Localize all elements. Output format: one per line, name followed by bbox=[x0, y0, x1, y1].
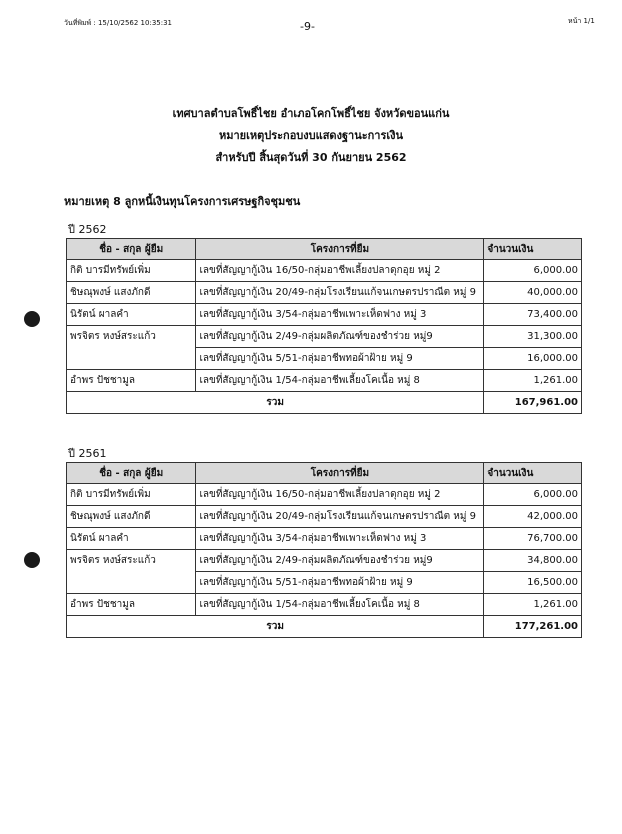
project-name: เลขที่สัญญากู้เงิน 2/49-กลุ่มผลิตภัณฑ์ของชำร่วย หมู่9 bbox=[196, 326, 484, 348]
col-header-name: ชื่อ - สกุล ผู้ยืม bbox=[67, 463, 196, 484]
year-label-2562: ปี 2562 bbox=[68, 223, 107, 236]
col-header-amount: จำนวนเงิน bbox=[484, 463, 582, 484]
year-label-2561: ปี 2561 bbox=[68, 447, 107, 460]
print-date: วันที่พิมพ์ : 15/10/2562 10:35:31 bbox=[64, 19, 172, 27]
amount: 34,800.00 bbox=[484, 550, 582, 572]
table-row bbox=[67, 282, 582, 304]
amount: 42,000.00 bbox=[484, 506, 582, 528]
amount: 16,000.00 bbox=[484, 348, 582, 370]
project-name: เลขที่สัญญากู้เงิน 2/49-กลุ่มผลิตภัณฑ์ของชำร่วย หมู่9 bbox=[196, 550, 484, 572]
col-header-name: ชื่อ - สกุล ผู้ยืม bbox=[67, 239, 196, 260]
table-row bbox=[67, 594, 582, 616]
project-name: เลขที่สัญญากู้เงิน 5/51-กลุ่มอาชีพทอผ้าฝ้าย หมู่ 9 bbox=[196, 572, 484, 594]
table-header-row bbox=[67, 463, 582, 484]
project-name: เลขที่สัญญากู้เงิน 3/54-กลุ่มอาชีพเพาะเห็ดฟาง หมู่ 3 bbox=[196, 304, 484, 326]
header-line-1: เทศบาลตำบลโพธิ์ไชย อำเภอโคกโพธิ์ไชย จังหวัดขอนแก่น bbox=[172, 107, 450, 120]
project-name: เลขที่สัญญากู้เงิน 5/51-กลุ่มอาชีพทอผ้าฝ้าย หมู่ 9 bbox=[196, 348, 484, 370]
total-label: รวม bbox=[67, 392, 484, 414]
punch-hole bbox=[24, 311, 40, 327]
table-row bbox=[67, 528, 582, 550]
table-row bbox=[67, 348, 582, 370]
borrower-name: ชิษณุพงษ์ แสงภักดี bbox=[67, 282, 196, 304]
header-line-3: สำหรับปี สิ้นสุดวันที่ 30 กันยายน 2562 bbox=[215, 151, 407, 164]
project-name: เลขที่สัญญากู้เงิน 20/49-กลุ่มโรงเรียนแก้จนเกษตรปราณีต หมู่ 9 bbox=[196, 506, 484, 528]
total-row bbox=[67, 392, 582, 414]
table-row bbox=[67, 550, 582, 572]
total-label: รวม bbox=[67, 616, 484, 638]
header-line-2: หมายเหตุประกอบงบแสดงฐานะการเงิน bbox=[218, 129, 404, 142]
borrower-name: อำพร ปัชชามูล bbox=[67, 370, 196, 392]
col-header-project: โครงการที่ยืม bbox=[196, 239, 484, 260]
table-row bbox=[67, 506, 582, 528]
page-of: หน้า 1/1 bbox=[568, 17, 595, 25]
table-2562 bbox=[66, 238, 582, 414]
amount: 76,700.00 bbox=[484, 528, 582, 550]
col-header-project: โครงการที่ยืม bbox=[196, 463, 484, 484]
col-header-amount: จำนวนเงิน bbox=[484, 239, 582, 260]
borrower-name: พรจิตร หงษ์สระแก้ว bbox=[67, 550, 196, 572]
table-row bbox=[67, 370, 582, 392]
total-row bbox=[67, 616, 582, 638]
project-name: เลขที่สัญญากู้เงิน 16/50-กลุ่มอาชีพเลี้ยงปลาดุกอุย หมู่ 2 bbox=[196, 260, 484, 282]
amount: 16,500.00 bbox=[484, 572, 582, 594]
table-2561 bbox=[66, 462, 582, 638]
borrower-name bbox=[67, 572, 196, 594]
borrower-name: นิรัตน์ ผาลคำ bbox=[67, 528, 196, 550]
borrower-name: พรจิตร หงษ์สระแก้ว bbox=[67, 326, 196, 348]
borrower-name: อำพร ปัชชามูล bbox=[67, 594, 196, 616]
table-row bbox=[67, 304, 582, 326]
total-amount: 167,961.00 bbox=[484, 392, 582, 414]
amount: 31,300.00 bbox=[484, 326, 582, 348]
borrower-name bbox=[67, 348, 196, 370]
page-number: -9- bbox=[300, 20, 315, 33]
table-row bbox=[67, 326, 582, 348]
project-name: เลขที่สัญญากู้เงิน 20/49-กลุ่มโรงเรียนแก้จนเกษตรปราณีต หมู่ 9 bbox=[196, 282, 484, 304]
project-name: เลขที่สัญญากู้เงิน 1/54-กลุ่มอาชีพเลี้ยงโคเนื้อ หมู่ 8 bbox=[196, 594, 484, 616]
project-name: เลขที่สัญญากู้เงิน 1/54-กลุ่มอาชีพเลี้ยงโคเนื้อ หมู่ 8 bbox=[196, 370, 484, 392]
table-row bbox=[67, 484, 582, 506]
amount: 73,400.00 bbox=[484, 304, 582, 326]
borrower-name: กิติ บารมีทรัพย์เพิ่ม bbox=[67, 484, 196, 506]
borrower-name: กิติ บารมีทรัพย์เพิ่ม bbox=[67, 260, 196, 282]
amount: 6,000.00 bbox=[484, 260, 582, 282]
table-row bbox=[67, 260, 582, 282]
amount: 1,261.00 bbox=[484, 370, 582, 392]
total-amount: 177,261.00 bbox=[484, 616, 582, 638]
table-header-row bbox=[67, 239, 582, 260]
borrower-name: นิรัตน์ ผาลคำ bbox=[67, 304, 196, 326]
punch-hole bbox=[24, 552, 40, 568]
project-name: เลขที่สัญญากู้เงิน 16/50-กลุ่มอาชีพเลี้ยงปลาดุกอุย หมู่ 2 bbox=[196, 484, 484, 506]
amount: 40,000.00 bbox=[484, 282, 582, 304]
amount: 1,261.00 bbox=[484, 594, 582, 616]
project-name: เลขที่สัญญากู้เงิน 3/54-กลุ่มอาชีพเพาะเห็ดฟาง หมู่ 3 bbox=[196, 528, 484, 550]
amount: 6,000.00 bbox=[484, 484, 582, 506]
borrower-name: ชิษณุพงษ์ แสงภักดี bbox=[67, 506, 196, 528]
table-row bbox=[67, 572, 582, 594]
note-title: หมายเหตุ 8 ลูกหนี้เงินทุนโครงการเศรษฐกิจชุมชน bbox=[64, 195, 301, 208]
